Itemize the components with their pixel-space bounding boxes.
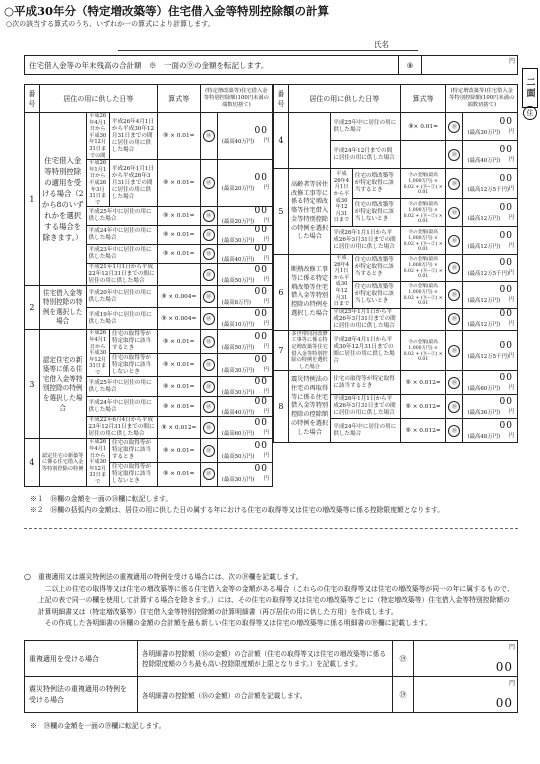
disaster-desc: 各明細書の控除額（⑱の金額）の合計額を記載します。 [138,677,393,713]
amount-input[interactable]: (最高12万円) 円 00 [463,227,518,255]
disaster-amount-input[interactable]: 円 00 [414,677,518,713]
circle-18-cell: ⑱ [446,281,463,308]
row-number: 3 [25,330,40,439]
condition-text: 住宅の取得等が特定取得に該当するとき [109,439,157,463]
condition-text: 平成25年1月1日から平成26年3月31日までの間に居住の用に供した場合 [331,308,401,330]
calc-table-right [273,84,518,443]
formula-cell: ⑨ × 0.01= [157,160,200,207]
formula-header: 算式等 [157,85,200,113]
condition-text: 平成23年中に居住の用に供した場合 [86,245,157,264]
condition-text: 平成24年中に居住の用に供した場合 [86,397,157,417]
circle-18-cell: ⑱ [200,113,217,160]
formula-cell: ⑨の金額(最高1,000万円) × 0.02 + (⑨−②) × 0.01 [400,169,446,199]
bottom-note: ※ ⑲欄の金額を一面の⑲欄に転記します。 [30,722,166,730]
name-field[interactable] [118,50,418,51]
formula-cell: ⑨ × 0.01= [157,397,200,417]
sub-period: 平成26年4月1日から平成30年12月31日まで [86,330,109,377]
num-header: 番号 [274,85,289,113]
note-2: ※２ ⑱欄の括弧内の金額は、居住の用に供した日の属する年における住宅の取得等又は住宅の増改築等に係る控除限度額となります。 [30,506,445,514]
condition-text: 平成25年中に居住の用に供した場合 [86,377,157,397]
formula-cell [400,141,446,169]
circle-19-cell: ⑲ [393,677,414,713]
formula-header: 算式等 [400,85,446,113]
side-tab-circle: 住 [523,106,537,120]
yen-unit: 円 [508,58,515,65]
row-group-label: 多世帯同居改修工事等に係る特定増改築等住宅借入金等特別控除の特例を選択した場合 [288,330,330,371]
condition-text: 平成21年1月1日から平成22年12月31日までの間に居住の用に供した場合 [86,264,157,286]
condition-text: 平成22年6月4日から平成23年12月31日までの間に居住の用に供した場合 [86,417,157,439]
amount-input[interactable]: (最高12万5千円) 円 00 [463,169,518,199]
condition-text: 住宅の取得等が特定取得に該当するとき [331,371,401,395]
formula-cell: ⑨ × 0.012= [400,395,446,419]
formula-cell: ⑨の金額(最高1,000万円) × 0.02 + (⑨−②) × 0.01 [400,281,446,308]
num-header: 番号 [25,85,40,113]
formula-cell: ⑨ × 0.004= [157,286,200,308]
formula-cell: ⑨の金額(最高1,000万円) × 0.02 + (⑨−②) × 0.01 [400,255,446,282]
circle-18-cell: ⑱ [446,113,463,141]
condition-text: 平成24年中に居住の用に供した場合 [331,419,401,443]
amount-input[interactable]: (最高60万円) 円 00 [463,371,518,395]
amount-input[interactable]: (最高30万円) 円 00 [217,226,272,245]
calc-table-left [24,84,273,487]
amount-input[interactable]: (最高12万5千円) 円 00 [463,255,518,282]
circle-19-cell: ⑲ [393,641,414,677]
sub-period: 平成26年4月1日から平成30年12月31日まで [331,169,352,227]
condition-text: 住宅の増改築等が特定取得に該当しないとき [352,281,400,308]
circle-18-cell: ⑱ [446,395,463,419]
sub-period: 平成26年4月1日から平成30年12月31日までの間 [86,113,109,160]
amount-input[interactable]: (最高12万円) 円 00 [463,199,518,227]
row-group-label: 高齢者等居住改修工事等に係る特定増改築等住宅借入金等特別控除の特例を選択した場合 [288,169,330,255]
circle-18-cell: ⑱ [446,330,463,371]
condition-text: 平成19年中に居住の用に供した場合 [86,308,157,330]
amount-input[interactable]: (最高20万円) 円 00 [217,207,272,226]
circle-18-cell: ⑱ [200,330,217,354]
amount-input[interactable]: (最高50万円) 円 00 [217,330,272,354]
circle-18-cell: ⑱ [446,141,463,169]
amount-input[interactable]: (最高40万円) 円 00 [463,141,518,169]
circle-18-cell: ⑱ [200,417,217,439]
circle-18-cell: ⑱ [200,264,217,286]
amount-input[interactable]: (最高8万円) 円 00 [217,286,272,308]
duplicate-amount-input[interactable]: 円 00 [414,641,518,677]
total-balance-label: 住宅借入金等の年末残高の合計額 ※ 一面の⑨の金額を転記します。 [25,56,399,75]
formula-cell: ⑨の金額(最高1,000万円) × 0.02 + (⑨−②) × 0.01 [400,199,446,227]
amount-input[interactable]: (最高50万円) 円 00 [217,264,272,286]
row-group-label: 住宅借入金等特別控除の適用を受ける場合（2から8のいずれかを選択する場合を除きます。） [39,113,86,286]
page-side-tab: 二面 [522,68,538,108]
circle-18-cell: ⑱ [200,397,217,417]
condition-text: 住宅の増改築等が特定取得に該当しないとき [352,199,400,227]
amount-input[interactable]: (最高30万円) 円 00 [217,377,272,397]
sub-period: 平成26年4月1日から平成30年12月31日まで [331,255,352,309]
condition-text: 住宅の取得等が特定取得に該当しないとき [109,463,157,487]
formula-cell: ⑨ × 0.01= [157,207,200,226]
formula-cell [400,308,446,330]
condition-text: 平成24年12月までの間に居住の用に供した場合 [331,141,401,169]
circle-18-cell: ⑱ [446,255,463,282]
row-group-label: 震災特例法の住宅の再取得等に係る住宅借入金等特別控除の控除額の特例を選択した場合 [288,371,330,443]
circle-18-cell: ⑱ [446,227,463,255]
formula-cell: ⑨× 0.01= [400,113,446,141]
row-number: 2 [25,286,40,330]
table-notes [30,494,444,516]
instruction-3: その作成した各明細書の⑱欄の金額の合計額を最も新しい住宅の取得等又は住宅の増改築等に係る明細書の⑲欄に記載します。 [44,619,432,628]
formula-cell: ⑨の金額(最高1,000万円) × 0.02 + (⑨−②) × 0.01 [400,227,446,255]
condition-text: 住宅の増改築等が特定取得に該当するとき [352,255,400,282]
amount-header: (特定増改築等)住宅借入金等特別控除額(100円未満の端数切捨て) [200,85,272,113]
row-number: 7 [274,330,289,371]
section-bullet: ○ [24,572,31,581]
formula-cell: ⑨ × 0.01= [157,113,200,160]
formula-cell: ⑨ × 0.01= [157,330,200,354]
circle-18-cell: ⑱ [200,160,217,207]
condition-text: 住宅の増改築等が特定取得に該当するとき [352,169,400,199]
circle-18-cell: ⑱ [200,245,217,264]
instruction-1: 重複適用又は震災特例法の重複適用の特例を受ける場合には、次の⑲欄を記載します。 [38,573,303,581]
duplicate-application-instructions [38,572,516,630]
amount-input[interactable]: (最高40万円) 円 00 [217,245,272,264]
formula-cell: ⑨ × 0.01= [157,226,200,245]
amount-input[interactable]: (最高12万円) 円 00 [463,308,518,330]
formula-cell: ⑨ × 0.004= [157,308,200,330]
formula-cell: ⑨ × 0.012= [400,371,446,395]
formula-cell: ⑨ × 0.01= [157,439,200,463]
amount-input[interactable]: (最高60万円) 円 00 [217,417,272,439]
circle-18-cell: ⑱ [200,226,217,245]
total-balance-circle: ⑨ [399,56,422,75]
row-number: 4 [274,113,289,169]
row-group-label: 認定住宅の新築等に係る住宅借入金等特別控除の特例 [39,439,86,486]
date-header: 居住の用に供した日等 [288,85,400,113]
formula-cell: ⑨ × 0.01= [157,377,200,397]
row-group-label [288,113,330,169]
condition-text: 平成26年1月1日から平成26年3月31日までの間に居住の用に供した場合 [331,227,401,255]
circle-18-cell: ⑱ [446,308,463,330]
circle-18-cell: ⑱ [446,199,463,227]
circle-18-cell: ⑱ [446,169,463,199]
duplicate-desc: 各明細書の控除額（⑱の金額）の合計額（住宅の取得等又は住宅の増改築等に係る控除限度額のうち最も高い控除限度額が上限となります。）を記載します。 [138,641,393,677]
formula-cell [157,264,200,286]
note-1: ※１ ⑱欄の金額を一面の⑱欄に転記します。 [30,495,173,503]
circle-18-cell: ⑱ [446,371,463,395]
formula-cell: ⑨の金額(最高1,000万円) × 0.02 + (⑨−②) × 0.01 [400,330,446,371]
row-group-label: 断熱改修工事等に係る特定増改築等住宅借入金等特別控除の特例を選択した場合 [288,255,330,331]
formula-cell: ⑨ × 0.01= [157,463,200,487]
row-group-label: 住宅借入金等特別控除の特例を選択した場合 [39,286,86,330]
circle-18-cell: ⑱ [200,439,217,463]
row-number: 8 [274,371,289,443]
circle-18-cell: ⑱ [200,286,217,308]
condition-text: 住宅の取得等が特定取得に該当しないとき [109,353,157,377]
duplicate-label: 重複適用を受ける場合 [25,641,138,677]
circle-18-cell: ⑱ [200,207,217,226]
amount-input[interactable]: (最高20万円) 円 00 [217,160,272,207]
condition-text: 住宅の取得等が特定取得に該当するとき [109,330,157,354]
amount-input[interactable]: (最高40万円) 円 00 [217,113,272,160]
amount-input[interactable]: (最高48万円) 円 00 [463,419,518,443]
circle-18-cell: ⑱ [200,377,217,397]
page-subtitle: ○次の該当する算式のうち、いずれか一の算式により計算します。 [6,20,215,28]
amount-input[interactable]: (最高30万円) 円 00 [463,113,518,141]
amount-input[interactable]: (最高50万円) 円 00 [217,439,272,463]
row-number: 1 [25,113,40,286]
amount-input[interactable]: (最高12万5千円) 円 00 [463,330,518,371]
formula-cell: ⑨ × 0.01= [157,245,200,264]
duplicate-application-table [24,640,518,713]
name-label: 氏名 [374,40,389,49]
total-balance-input[interactable] [422,56,518,75]
amount-input[interactable]: (最高36万円) 円 00 [463,395,518,419]
condition-text: 平成26年1月1日から平成26年3月31日までの間に居住の用に供した場合 [331,395,401,419]
formula-cell: ⑨ × 0.01= [157,353,200,377]
page-title: ○平成30年分（特定増改築等）住宅借入金等特別控除額の計算 [4,4,330,18]
condition-text: 平成25年中に居住の用に供した場合 [331,113,401,141]
circle-18-cell: ⑱ [200,353,217,377]
instruction-2: 二以上の住宅の取得等又は住宅の増改築等に係る住宅借入金等の金額がある場合（これらの住宅の取得等又は住宅の増改築等が同一の年に属するもので、上記の表で同一の欄を使用して計算する場合を除きます。）には、その住宅の取得等又は住宅の増改築等ごとに（特定増改築等）住宅借入金等特別控除額の計算明細書又は（特定増改築等）住宅借入金等特別控除額の計算明細書（再び居住の用に供した方用）を作成します。 [38,584,514,616]
condition-text: 平成28年4月1日から平成30年12月31日までの間に居住の用に供した場合 [331,330,401,371]
circle-18-cell: ⑱ [200,308,217,330]
disaster-label: 震災特例法の重複適用の特例を受ける場合 [25,677,138,713]
row-group-label: 認定住宅の新築等に係る住宅借入金等特別控除の特例を選択した場合 [39,330,86,439]
amount-input[interactable]: (最高30万円) 円 00 [217,353,272,377]
amount-header: (特定増改築等)住宅借入金等特別控除額(100円未満の端数切捨て) [446,85,518,113]
row-number: 4 [25,439,40,486]
total-balance-row [24,55,518,75]
amount-input[interactable]: (最高10万円) 円 00 [217,308,272,330]
sub-period: 平成26年1月1日から平成26年3月31日まで [86,160,109,207]
formula-cell: ⑨ × 0.012= [400,419,446,443]
amount-input[interactable]: (最高12万円) 円 00 [463,281,518,308]
row-number: 6 [274,255,289,331]
row-number: 5 [274,169,289,255]
circle-18-cell: ⑱ [446,419,463,443]
section-divider [24,528,518,529]
formula-cell: ⑨ × 0.012= [157,417,200,439]
amount-input[interactable]: (最高30万円) 円 00 [217,463,272,487]
circle-18-cell: ⑱ [200,463,217,487]
condition-text: 平成26年1月1日から平成26年3月31日までの間に居住の用に供した場合 [109,160,157,207]
condition-text: 平成26年4月1日から平成30年12月31日までの間に居住の用に供した場合 [109,113,157,160]
condition-text: 平成24年中に居住の用に供した場合 [86,226,157,245]
amount-input[interactable]: (最高40万円) 円 00 [217,397,272,417]
date-header: 居住の用に供した日等 [39,85,157,113]
condition-text: 平成20年中に居住の用に供した場合 [86,286,157,308]
sub-period: 平成26年4月1日から平成30年12月31日まで [86,439,109,486]
condition-text: 平成25年中に居住の用に供した場合 [86,207,157,226]
